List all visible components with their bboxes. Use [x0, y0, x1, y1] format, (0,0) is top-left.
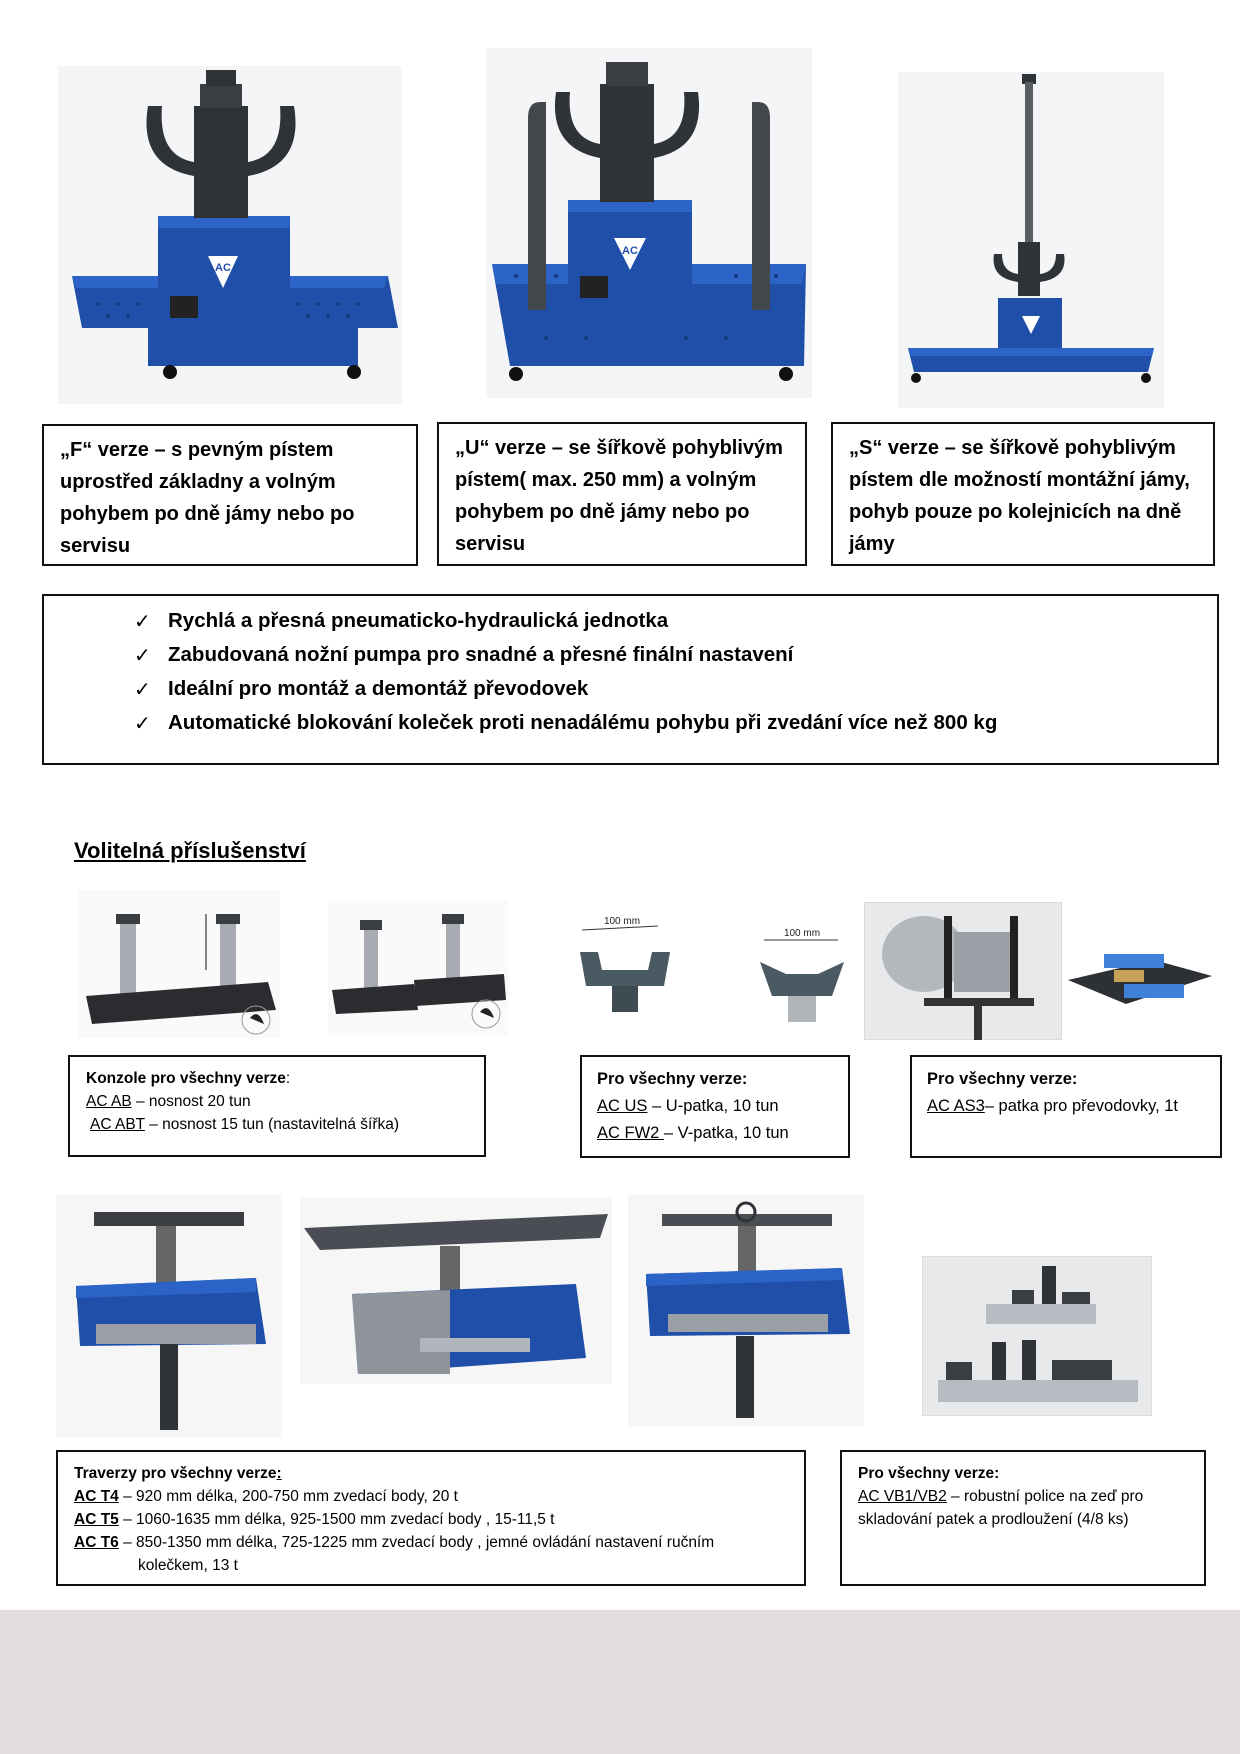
ac-as3-line — [927, 1093, 1205, 1120]
gearbox-pad-image — [864, 902, 1062, 1040]
jack-s-version-image — [898, 72, 1164, 408]
shelves-title: Pro všechny verze: — [858, 1465, 1000, 1482]
ac-t6-code: AC T6 — [74, 1534, 119, 1551]
pads-box — [580, 1055, 850, 1158]
traverses-box — [56, 1450, 806, 1586]
text-line: jámy — [849, 533, 895, 555]
ac-t6-line-2: kolečkem, 13 t — [138, 1557, 238, 1574]
ac-abt-line — [86, 1113, 468, 1136]
consoles-title-colon: : — [285, 1070, 291, 1087]
consoles-title: Konzole pro všechny verze — [86, 1070, 286, 1087]
gearbox-adapter-image — [1064, 946, 1216, 1022]
shelves-box — [840, 1450, 1206, 1586]
text-line: „U“ verze – se šířkově pohyblivým — [455, 437, 783, 459]
ac-ab-text: – nosnost 20 tun — [131, 1093, 251, 1110]
text-line: „S“ verze – se šířkově pohyblivým — [849, 437, 1176, 459]
ac-abt-text: – nosnost 15 tun (nastavitelná šířka) — [144, 1116, 400, 1133]
feature-text: Automatické blokování koleček proti nenadálému pohybu při zvedání více než 800 kg — [168, 711, 998, 734]
consoles-title-line — [86, 1067, 468, 1090]
wall-shelf-image — [922, 1256, 1152, 1416]
text-line: „F“ verze – s pevným pístem — [60, 439, 334, 461]
ac-vb-line-2: skladování patek a prodloužení (4/8 ks) — [858, 1511, 1129, 1528]
ac-as3-code: AC AS3 — [927, 1097, 985, 1115]
ac-t6-line — [74, 1531, 788, 1554]
ac-vb-text: – robustní police na zeď pro — [946, 1488, 1144, 1505]
feature-text: Ideální pro montáž a demontáž převodovek — [168, 677, 589, 700]
traverses-title-colon: : — [276, 1465, 282, 1482]
text-line: servisu — [60, 535, 131, 557]
checkmark-icon: ✓ — [134, 610, 151, 633]
console-ab-image — [78, 890, 280, 1038]
ac-us-text: – U-patka, 10 tun — [647, 1097, 779, 1115]
u-pad-image — [572, 912, 682, 1020]
ac-t4-line — [74, 1485, 788, 1508]
ac-fw2-code: AC FW2 — [597, 1124, 664, 1142]
traverse-t5-image — [300, 1198, 612, 1384]
us-dimension-label: 100 mm — [603, 916, 641, 927]
text-line: pohybem po dně jámy nebo po — [455, 501, 750, 523]
gearbox-title: Pro všechny verze: — [927, 1070, 1078, 1088]
accessories-heading: Volitelná příslušenství — [74, 838, 306, 863]
ac-t4-text: – 920 mm délka, 200-750 mm zvedací body, 20 t — [118, 1488, 458, 1505]
page-footer-band — [0, 1610, 1240, 1754]
traverse-t6-image — [628, 1194, 864, 1426]
feature-item — [134, 672, 1217, 706]
text-line: servisu — [455, 533, 526, 555]
gearbox-box — [910, 1055, 1222, 1158]
feature-item — [134, 604, 1217, 638]
u-version-description — [437, 422, 807, 566]
text-line: pístem dle možností montážní jámy, — [849, 469, 1190, 491]
console-abt-image — [328, 900, 508, 1036]
traverse-t4-image — [56, 1194, 282, 1438]
ac-t4-code: AC T4 — [74, 1488, 119, 1505]
traverses-title: Traverzy pro všechny verze — [74, 1465, 277, 1482]
ac-ab-line — [86, 1090, 468, 1113]
traverses-title-line — [74, 1462, 788, 1485]
ac-t5-code: AC T5 — [74, 1511, 119, 1528]
jack-f-version-image — [58, 66, 402, 404]
v-pad-image — [756, 924, 848, 1032]
text-line: pohybem po dně jámy nebo po — [60, 503, 355, 525]
feature-item — [134, 638, 1217, 672]
ac-vb-code: AC VB1/VB2 — [858, 1488, 947, 1505]
feature-text: Zabudovaná nožní pumpa pro snadné a přesné finální nastavení — [168, 643, 794, 666]
ac-abt-code: AC ABT — [90, 1116, 145, 1133]
checkmark-icon: ✓ — [134, 678, 151, 701]
text-line: uprostřed základny a volným — [60, 471, 336, 493]
s-version-description — [831, 422, 1215, 566]
svg-text:AC: AC — [622, 245, 638, 257]
jack-u-version-image — [486, 48, 812, 398]
ac-fw2-line — [597, 1120, 833, 1147]
text-line: pohyb pouze po kolejnicích na dně — [849, 501, 1182, 523]
ac-us-code: AC US — [597, 1097, 648, 1115]
ac-vb-line — [858, 1485, 1188, 1508]
ac-t5-line — [74, 1508, 788, 1531]
ac-t6-text: – 850-1350 mm délka, 725-1225 mm zvedací body , jemné ovládání nastavení ručním — [118, 1534, 715, 1551]
ac-t5-text: – 1060-1635 mm délka, 925-1500 mm zvedací body , 15-11,5 t — [118, 1511, 555, 1528]
checkmark-icon: ✓ — [134, 712, 151, 735]
pads-title: Pro všechny verze: — [597, 1070, 748, 1088]
feature-text: Rychlá a přesná pneumaticko-hydraulická jednotka — [168, 609, 669, 632]
ac-fw2-text: – V-patka, 10 tun — [663, 1124, 789, 1142]
feature-item — [134, 706, 1217, 740]
ac-us-line — [597, 1093, 833, 1120]
consoles-box — [68, 1055, 486, 1157]
ac-as3-text: – patka pro převodovky, 1t — [984, 1097, 1179, 1115]
f-version-description — [42, 424, 418, 566]
ac-ab-code: AC AB — [86, 1093, 132, 1110]
text-line: pístem( max. 250 mm) a volným — [455, 469, 757, 491]
svg-text:AC: AC — [215, 262, 231, 274]
checkmark-icon: ✓ — [134, 644, 151, 667]
fw2-dimension-label: 100 mm — [783, 928, 821, 939]
features-list — [42, 594, 1219, 765]
